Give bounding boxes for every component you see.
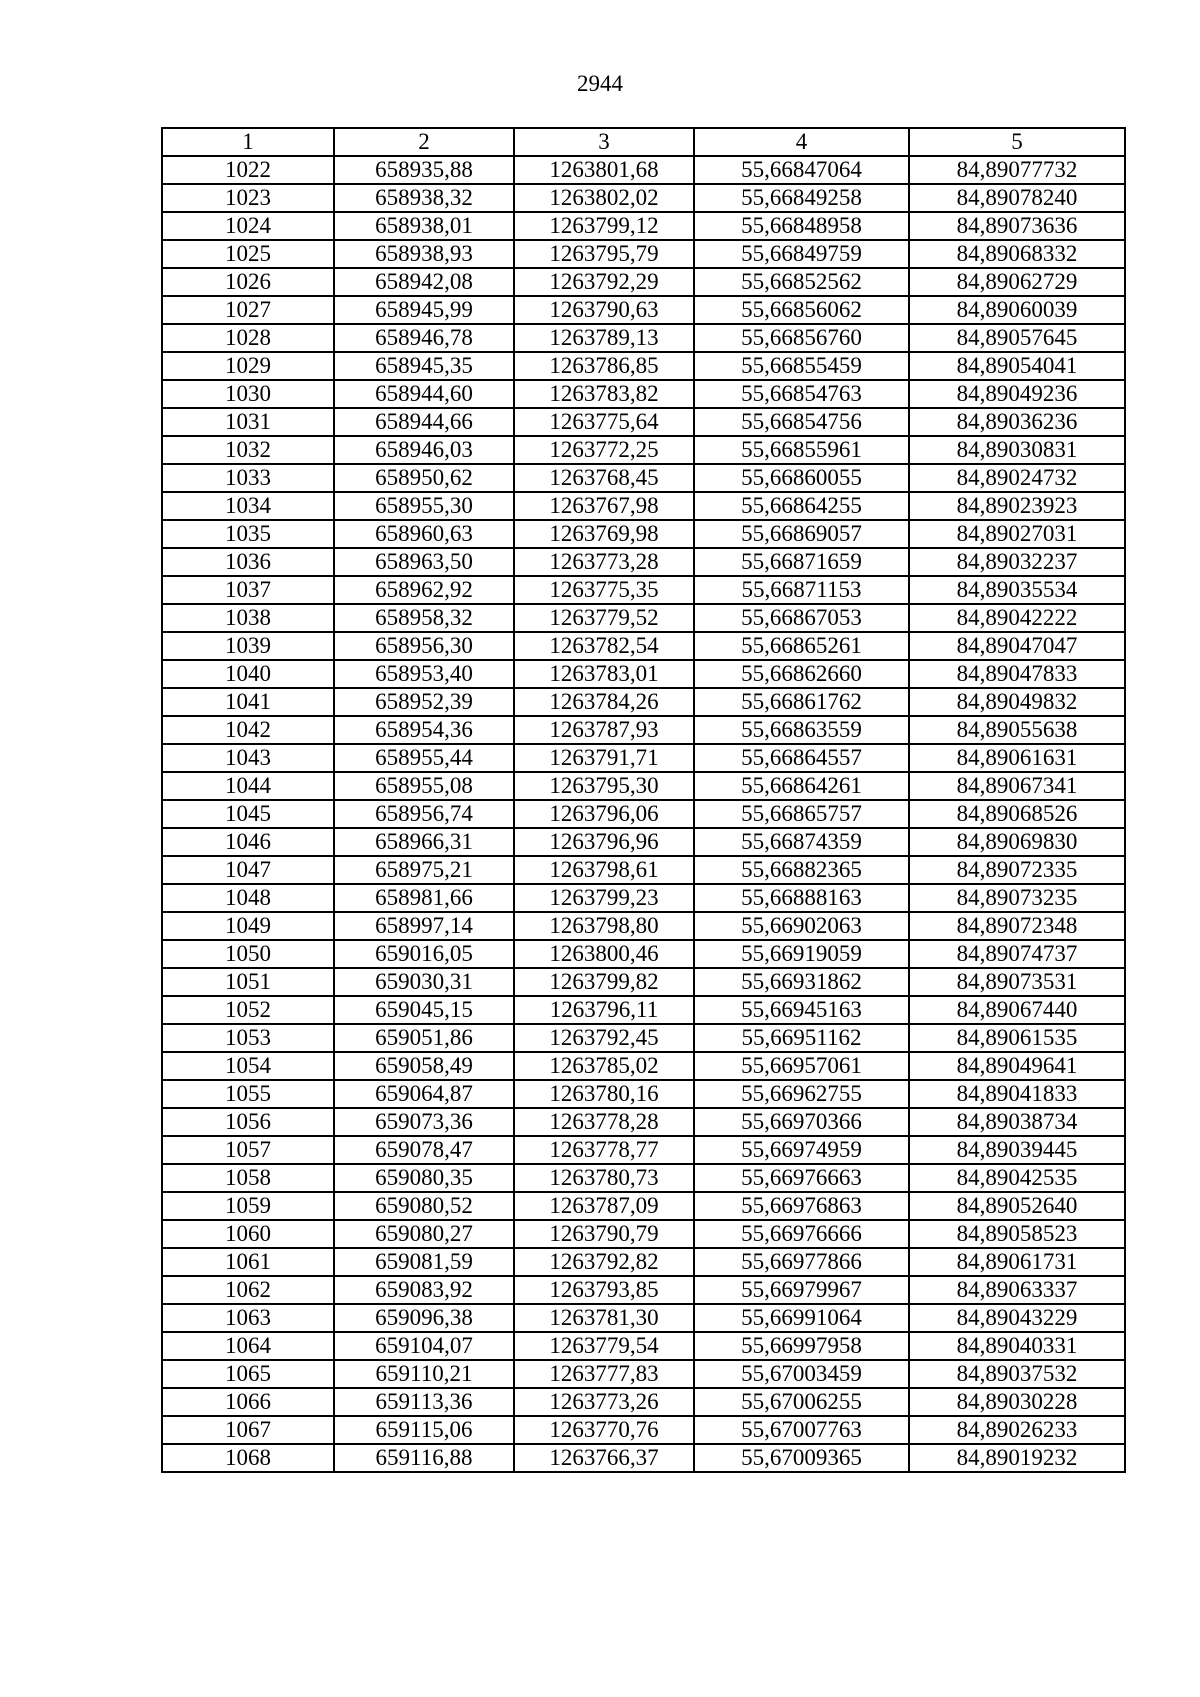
cell-coord-x: 658950,62: [334, 464, 514, 492]
cell-latitude: 55,66902063: [694, 912, 909, 940]
cell-coord-x: 658938,93: [334, 240, 514, 268]
column-header-1: 1: [162, 128, 334, 156]
cell-latitude: 55,66856062: [694, 296, 909, 324]
cell-coord-x: 658958,32: [334, 604, 514, 632]
cell-longitude: 84,89072348: [909, 912, 1125, 940]
cell-latitude: 55,66864557: [694, 744, 909, 772]
cell-coord-y: 1263799,82: [514, 968, 694, 996]
cell-coord-x: 659080,52: [334, 1192, 514, 1220]
cell-longitude: 84,89069830: [909, 828, 1125, 856]
table-row: [162, 324, 1125, 352]
cell-longitude: 84,89077732: [909, 156, 1125, 184]
cell-latitude: 55,66976863: [694, 1192, 909, 1220]
cell-coord-y: 1263768,45: [514, 464, 694, 492]
cell-point-number: 1025: [162, 240, 334, 268]
table-row: [162, 1052, 1125, 1080]
cell-latitude: 55,66849258: [694, 184, 909, 212]
cell-coord-x: 659113,36: [334, 1388, 514, 1416]
cell-longitude: 84,89052640: [909, 1192, 1125, 1220]
cell-coord-x: 658962,92: [334, 576, 514, 604]
cell-coord-x: 658945,99: [334, 296, 514, 324]
cell-longitude: 84,89054041: [909, 352, 1125, 380]
table-row: [162, 352, 1125, 380]
cell-longitude: 84,89042222: [909, 604, 1125, 632]
cell-latitude: 55,66864261: [694, 772, 909, 800]
table-row: [162, 1136, 1125, 1164]
page-number: 2944: [577, 71, 623, 96]
table-row: [162, 660, 1125, 688]
cell-point-number: 1048: [162, 884, 334, 912]
cell-coord-y: 1263787,09: [514, 1192, 694, 1220]
cell-longitude: 84,89043229: [909, 1304, 1125, 1332]
cell-coord-x: 659045,15: [334, 996, 514, 1024]
table-row: [162, 184, 1125, 212]
column-header-4: 4: [694, 128, 909, 156]
cell-latitude: 55,66862660: [694, 660, 909, 688]
cell-latitude: 55,66874359: [694, 828, 909, 856]
cell-coord-y: 1263798,80: [514, 912, 694, 940]
cell-coord-y: 1263787,93: [514, 716, 694, 744]
cell-coord-y: 1263775,35: [514, 576, 694, 604]
cell-latitude: 55,66951162: [694, 1024, 909, 1052]
cell-longitude: 84,89063337: [909, 1276, 1125, 1304]
cell-latitude: 55,66974959: [694, 1136, 909, 1164]
cell-latitude: 55,66882365: [694, 856, 909, 884]
cell-point-number: 1042: [162, 716, 334, 744]
cell-coord-x: 658955,08: [334, 772, 514, 800]
cell-latitude: 55,66871153: [694, 576, 909, 604]
cell-latitude: 55,66871659: [694, 548, 909, 576]
cell-longitude: 84,89023923: [909, 492, 1125, 520]
cell-latitude: 55,66863559: [694, 716, 909, 744]
table-row: [162, 1276, 1125, 1304]
cell-point-number: 1049: [162, 912, 334, 940]
cell-coord-x: 659096,38: [334, 1304, 514, 1332]
cell-latitude: 55,66864255: [694, 492, 909, 520]
cell-coord-y: 1263779,54: [514, 1332, 694, 1360]
cell-coord-x: 658963,50: [334, 548, 514, 576]
cell-longitude: 84,89068332: [909, 240, 1125, 268]
cell-point-number: 1051: [162, 968, 334, 996]
cell-coord-x: 658952,39: [334, 688, 514, 716]
cell-coord-y: 1263799,12: [514, 212, 694, 240]
cell-point-number: 1044: [162, 772, 334, 800]
cell-longitude: 84,89019232: [909, 1444, 1125, 1472]
cell-point-number: 1059: [162, 1192, 334, 1220]
table-row: [162, 1108, 1125, 1136]
cell-point-number: 1046: [162, 828, 334, 856]
cell-coord-x: 658956,74: [334, 800, 514, 828]
cell-longitude: 84,89040331: [909, 1332, 1125, 1360]
cell-point-number: 1064: [162, 1332, 334, 1360]
cell-coord-y: 1263791,71: [514, 744, 694, 772]
cell-latitude: 55,67006255: [694, 1388, 909, 1416]
cell-coord-y: 1263778,77: [514, 1136, 694, 1164]
column-header-3: 3: [514, 128, 694, 156]
cell-coord-y: 1263767,98: [514, 492, 694, 520]
table-row: [162, 996, 1125, 1024]
table-row: [162, 240, 1125, 268]
cell-coord-x: 659083,92: [334, 1276, 514, 1304]
table-row: [162, 1164, 1125, 1192]
cell-coord-y: 1263773,28: [514, 548, 694, 576]
table-row: [162, 380, 1125, 408]
cell-coord-y: 1263801,68: [514, 156, 694, 184]
cell-coord-x: 658953,40: [334, 660, 514, 688]
cell-point-number: 1054: [162, 1052, 334, 1080]
cell-coord-x: 658955,44: [334, 744, 514, 772]
cell-coord-x: 659051,86: [334, 1024, 514, 1052]
cell-coord-y: 1263784,26: [514, 688, 694, 716]
cell-latitude: 55,66976663: [694, 1164, 909, 1192]
table-body: [162, 156, 1125, 1472]
cell-coord-y: 1263800,46: [514, 940, 694, 968]
cell-coord-x: 659104,07: [334, 1332, 514, 1360]
cell-coord-x: 658946,03: [334, 436, 514, 464]
table-row: [162, 156, 1125, 184]
cell-coord-x: 659016,05: [334, 940, 514, 968]
cell-longitude: 84,89062729: [909, 268, 1125, 296]
table-row: [162, 716, 1125, 744]
cell-coord-y: 1263796,06: [514, 800, 694, 828]
cell-longitude: 84,89041833: [909, 1080, 1125, 1108]
cell-latitude: 55,66869057: [694, 520, 909, 548]
cell-latitude: 55,66847064: [694, 156, 909, 184]
cell-coord-x: 658944,60: [334, 380, 514, 408]
cell-latitude: 55,66855459: [694, 352, 909, 380]
cell-latitude: 55,66865757: [694, 800, 909, 828]
cell-coord-x: 658944,66: [334, 408, 514, 436]
cell-point-number: 1038: [162, 604, 334, 632]
table-row: [162, 688, 1125, 716]
cell-point-number: 1037: [162, 576, 334, 604]
cell-latitude: 55,66856760: [694, 324, 909, 352]
cell-coord-y: 1263792,82: [514, 1248, 694, 1276]
cell-coord-x: 659081,59: [334, 1248, 514, 1276]
cell-coord-x: 659064,87: [334, 1080, 514, 1108]
cell-point-number: 1056: [162, 1108, 334, 1136]
table-row: [162, 828, 1125, 856]
cell-latitude: 55,66957061: [694, 1052, 909, 1080]
cell-coord-x: 658935,88: [334, 156, 514, 184]
cell-coord-x: 658942,08: [334, 268, 514, 296]
table-row: [162, 1388, 1125, 1416]
table-row: [162, 744, 1125, 772]
table-row: [162, 212, 1125, 240]
cell-point-number: 1035: [162, 520, 334, 548]
cell-coord-y: 1263780,16: [514, 1080, 694, 1108]
cell-longitude: 84,89032237: [909, 548, 1125, 576]
table-row: [162, 268, 1125, 296]
table-row: [162, 464, 1125, 492]
cell-latitude: 55,66970366: [694, 1108, 909, 1136]
cell-latitude: 55,66860055: [694, 464, 909, 492]
cell-latitude: 55,66867053: [694, 604, 909, 632]
table-row: [162, 1192, 1125, 1220]
table-row: [162, 1416, 1125, 1444]
cell-latitude: 55,66991064: [694, 1304, 909, 1332]
table-row: [162, 968, 1125, 996]
cell-point-number: 1028: [162, 324, 334, 352]
cell-coord-y: 1263795,30: [514, 772, 694, 800]
table-row: [162, 548, 1125, 576]
cell-coord-x: 658997,14: [334, 912, 514, 940]
cell-longitude: 84,89047833: [909, 660, 1125, 688]
cell-point-number: 1041: [162, 688, 334, 716]
table-row: [162, 296, 1125, 324]
table-row: [162, 1024, 1125, 1052]
cell-longitude: 84,89036236: [909, 408, 1125, 436]
cell-coord-y: 1263778,28: [514, 1108, 694, 1136]
table-header: [162, 128, 1125, 156]
cell-longitude: 84,89039445: [909, 1136, 1125, 1164]
cell-coord-y: 1263789,13: [514, 324, 694, 352]
cell-coord-x: 658954,36: [334, 716, 514, 744]
cell-point-number: 1031: [162, 408, 334, 436]
cell-longitude: 84,89073531: [909, 968, 1125, 996]
cell-point-number: 1040: [162, 660, 334, 688]
table-row: [162, 576, 1125, 604]
cell-coord-y: 1263766,37: [514, 1444, 694, 1472]
table-row: [162, 884, 1125, 912]
table-row: [162, 800, 1125, 828]
cell-longitude: 84,89049641: [909, 1052, 1125, 1080]
cell-latitude: 55,66976666: [694, 1220, 909, 1248]
cell-coord-x: 659073,36: [334, 1108, 514, 1136]
cell-coord-y: 1263792,45: [514, 1024, 694, 1052]
cell-latitude: 55,67009365: [694, 1444, 909, 1472]
table-row: [162, 1332, 1125, 1360]
cell-latitude: 55,67007763: [694, 1416, 909, 1444]
table-row: [162, 604, 1125, 632]
cell-latitude: 55,66849759: [694, 240, 909, 268]
cell-latitude: 55,66852562: [694, 268, 909, 296]
cell-longitude: 84,89060039: [909, 296, 1125, 324]
cell-longitude: 84,89030831: [909, 436, 1125, 464]
cell-coord-y: 1263796,96: [514, 828, 694, 856]
cell-latitude: 55,66962755: [694, 1080, 909, 1108]
cell-point-number: 1029: [162, 352, 334, 380]
cell-longitude: 84,89049832: [909, 688, 1125, 716]
table-row: [162, 1220, 1125, 1248]
cell-coord-x: 659115,06: [334, 1416, 514, 1444]
cell-point-number: 1055: [162, 1080, 334, 1108]
cell-point-number: 1047: [162, 856, 334, 884]
cell-coord-x: 659078,47: [334, 1136, 514, 1164]
cell-coord-y: 1263793,85: [514, 1276, 694, 1304]
table-row: [162, 436, 1125, 464]
cell-latitude: 55,67003459: [694, 1360, 909, 1388]
cell-coord-x: 659110,21: [334, 1360, 514, 1388]
cell-point-number: 1062: [162, 1276, 334, 1304]
cell-point-number: 1063: [162, 1304, 334, 1332]
cell-point-number: 1039: [162, 632, 334, 660]
cell-coord-y: 1263796,11: [514, 996, 694, 1024]
cell-point-number: 1033: [162, 464, 334, 492]
cell-coord-y: 1263795,79: [514, 240, 694, 268]
cell-point-number: 1067: [162, 1416, 334, 1444]
cell-point-number: 1024: [162, 212, 334, 240]
cell-coord-y: 1263780,73: [514, 1164, 694, 1192]
cell-point-number: 1057: [162, 1136, 334, 1164]
cell-coord-y: 1263799,23: [514, 884, 694, 912]
cell-coord-y: 1263777,83: [514, 1360, 694, 1388]
cell-latitude: 55,66855961: [694, 436, 909, 464]
cell-coord-y: 1263798,61: [514, 856, 694, 884]
cell-point-number: 1065: [162, 1360, 334, 1388]
cell-latitude: 55,66979967: [694, 1276, 909, 1304]
cell-coord-y: 1263779,52: [514, 604, 694, 632]
cell-coord-x: 659116,88: [334, 1444, 514, 1472]
cell-latitude: 55,66854756: [694, 408, 909, 436]
header-row: [162, 128, 1125, 156]
cell-coord-x: 659080,35: [334, 1164, 514, 1192]
cell-longitude: 84,89061535: [909, 1024, 1125, 1052]
cell-point-number: 1036: [162, 548, 334, 576]
cell-longitude: 84,89067440: [909, 996, 1125, 1024]
cell-coord-y: 1263785,02: [514, 1052, 694, 1080]
cell-coord-x: 658975,21: [334, 856, 514, 884]
cell-coord-y: 1263781,30: [514, 1304, 694, 1332]
table-row: [162, 632, 1125, 660]
cell-point-number: 1027: [162, 296, 334, 324]
cell-longitude: 84,89037532: [909, 1360, 1125, 1388]
table-row: [162, 912, 1125, 940]
cell-coord-x: 658946,78: [334, 324, 514, 352]
cell-longitude: 84,89049236: [909, 380, 1125, 408]
cell-latitude: 55,66997958: [694, 1332, 909, 1360]
cell-longitude: 84,89061631: [909, 744, 1125, 772]
cell-coord-y: 1263769,98: [514, 520, 694, 548]
cell-longitude: 84,89058523: [909, 1220, 1125, 1248]
cell-longitude: 84,89055638: [909, 716, 1125, 744]
cell-point-number: 1032: [162, 436, 334, 464]
cell-latitude: 55,66919059: [694, 940, 909, 968]
cell-latitude: 55,66861762: [694, 688, 909, 716]
cell-longitude: 84,89035534: [909, 576, 1125, 604]
cell-longitude: 84,89073235: [909, 884, 1125, 912]
cell-point-number: 1045: [162, 800, 334, 828]
cell-coord-x: 658955,30: [334, 492, 514, 520]
table-row: [162, 772, 1125, 800]
cell-coord-x: 658966,31: [334, 828, 514, 856]
cell-longitude: 84,89030228: [909, 1388, 1125, 1416]
cell-coord-y: 1263783,82: [514, 380, 694, 408]
cell-longitude: 84,89027031: [909, 520, 1125, 548]
cell-coord-y: 1263782,54: [514, 632, 694, 660]
cell-coord-x: 658981,66: [334, 884, 514, 912]
cell-coord-y: 1263790,79: [514, 1220, 694, 1248]
cell-coord-y: 1263772,25: [514, 436, 694, 464]
cell-longitude: 84,89073636: [909, 212, 1125, 240]
column-header-2: 2: [334, 128, 514, 156]
cell-longitude: 84,89078240: [909, 184, 1125, 212]
cell-coord-y: 1263802,02: [514, 184, 694, 212]
cell-point-number: 1068: [162, 1444, 334, 1472]
table-row: [162, 856, 1125, 884]
cell-point-number: 1050: [162, 940, 334, 968]
table-row: [162, 408, 1125, 436]
cell-longitude: 84,89067341: [909, 772, 1125, 800]
cell-latitude: 55,66848958: [694, 212, 909, 240]
cell-point-number: 1026: [162, 268, 334, 296]
cell-coord-y: 1263790,63: [514, 296, 694, 324]
cell-coord-x: 658956,30: [334, 632, 514, 660]
cell-coord-y: 1263783,01: [514, 660, 694, 688]
cell-point-number: 1053: [162, 1024, 334, 1052]
cell-latitude: 55,66931862: [694, 968, 909, 996]
cell-longitude: 84,89072335: [909, 856, 1125, 884]
cell-latitude: 55,66865261: [694, 632, 909, 660]
cell-point-number: 1058: [162, 1164, 334, 1192]
cell-point-number: 1022: [162, 156, 334, 184]
cell-longitude: 84,89026233: [909, 1416, 1125, 1444]
coordinates-table: [161, 127, 1126, 1473]
cell-point-number: 1043: [162, 744, 334, 772]
cell-longitude: 84,89068526: [909, 800, 1125, 828]
table-row: [162, 1304, 1125, 1332]
table-row: [162, 940, 1125, 968]
cell-point-number: 1030: [162, 380, 334, 408]
cell-coord-x: 659080,27: [334, 1220, 514, 1248]
cell-coord-x: 659030,31: [334, 968, 514, 996]
cell-point-number: 1023: [162, 184, 334, 212]
cell-coord-x: 658960,63: [334, 520, 514, 548]
cell-longitude: 84,89038734: [909, 1108, 1125, 1136]
cell-latitude: 55,66945163: [694, 996, 909, 1024]
cell-latitude: 55,66977866: [694, 1248, 909, 1276]
table-row: [162, 1360, 1125, 1388]
cell-coord-x: 658945,35: [334, 352, 514, 380]
cell-point-number: 1052: [162, 996, 334, 1024]
table-row: [162, 1248, 1125, 1276]
cell-coord-x: 658938,01: [334, 212, 514, 240]
cell-longitude: 84,89042535: [909, 1164, 1125, 1192]
table-row: [162, 520, 1125, 548]
cell-coord-x: 659058,49: [334, 1052, 514, 1080]
cell-longitude: 84,89057645: [909, 324, 1125, 352]
cell-coord-y: 1263773,26: [514, 1388, 694, 1416]
table-row: [162, 1080, 1125, 1108]
cell-coord-y: 1263770,76: [514, 1416, 694, 1444]
cell-latitude: 55,66854763: [694, 380, 909, 408]
cell-latitude: 55,66888163: [694, 884, 909, 912]
cell-point-number: 1060: [162, 1220, 334, 1248]
cell-coord-y: 1263775,64: [514, 408, 694, 436]
cell-point-number: 1034: [162, 492, 334, 520]
column-header-5: 5: [909, 128, 1125, 156]
table-row: [162, 492, 1125, 520]
cell-point-number: 1066: [162, 1388, 334, 1416]
cell-coord-y: 1263786,85: [514, 352, 694, 380]
cell-coord-y: 1263792,29: [514, 268, 694, 296]
table-row: [162, 1444, 1125, 1472]
cell-point-number: 1061: [162, 1248, 334, 1276]
cell-coord-x: 658938,32: [334, 184, 514, 212]
cell-longitude: 84,89024732: [909, 464, 1125, 492]
cell-longitude: 84,89047047: [909, 632, 1125, 660]
cell-longitude: 84,89074737: [909, 940, 1125, 968]
cell-longitude: 84,89061731: [909, 1248, 1125, 1276]
